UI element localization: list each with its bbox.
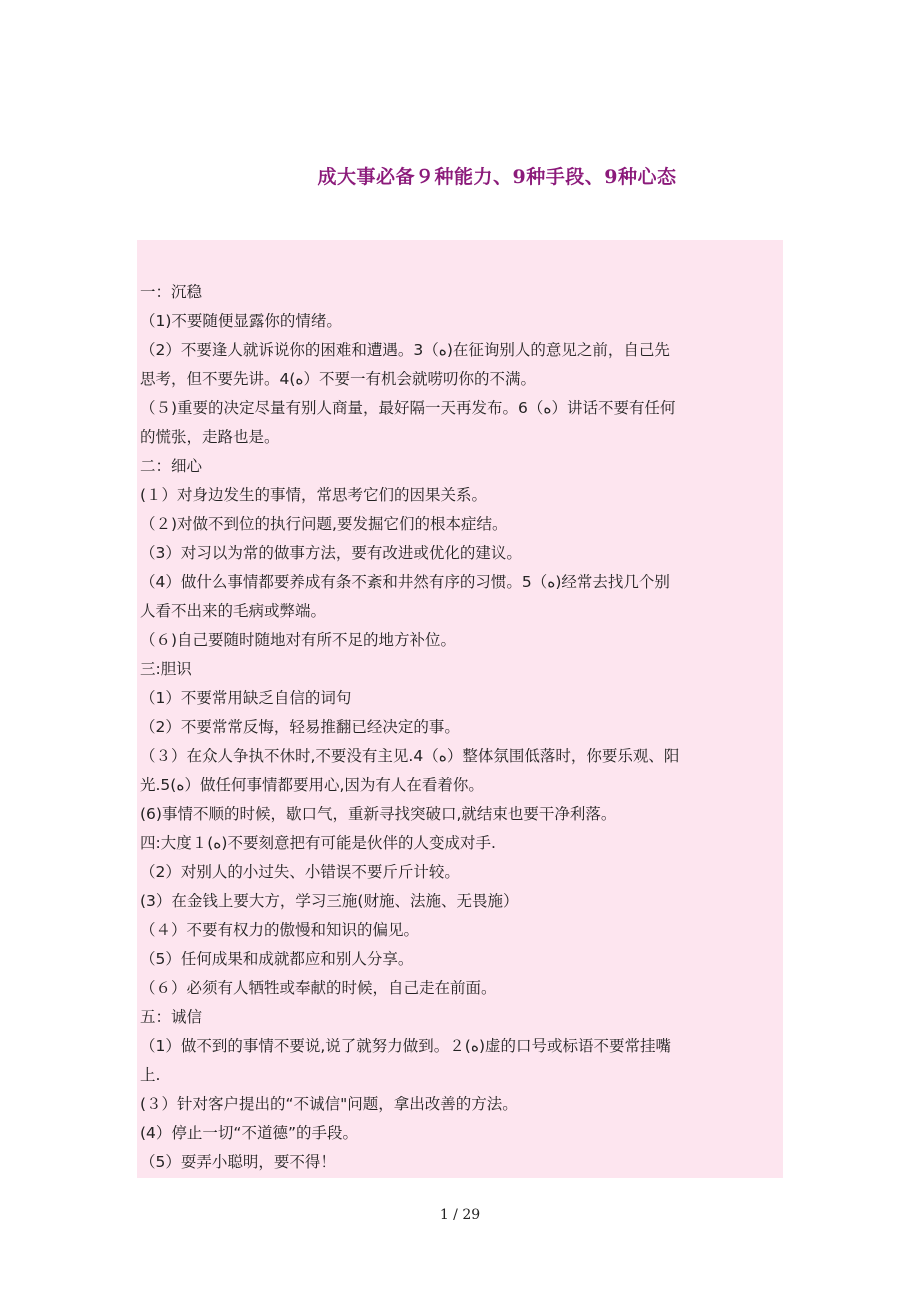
body-line: 五：诚信 — [140, 1008, 203, 1026]
body-line: 三:胆识 — [140, 660, 192, 678]
document-title: 成大事必备９种能力、9种手段、9种心态 — [317, 166, 677, 188]
body-line: 光.5(ﻩ）做任何事情都要用心,因为有人在看着你。 — [140, 776, 484, 794]
body-line: 人看不出来的毛病或弊端。 — [140, 602, 327, 620]
body-line: 上. — [140, 1066, 161, 1084]
body-line: 的慌张，走路也是。 — [140, 428, 280, 446]
body-line: （1)不要随便显露你的情绪。 — [140, 312, 342, 330]
body-line: （2）对别人的小过失、小错误不要斤斤计较。 — [140, 863, 460, 881]
body-line: 四:大度１(ﻩ)不要刻意把有可能是伙伴的人变成对手. — [140, 834, 496, 852]
body-line: （５)重要的决定尽量有别人商量，最好隔一天再发布。6（ﻩ）讲话不要有任何 — [140, 399, 676, 417]
body-line: （3）对习以为常的做事方法，要有改进或优化的建议。 — [140, 544, 522, 562]
body-line: 思考，但不要先讲。4(ﻩ）不要一有机会就唠叨你的不满。 — [140, 370, 537, 388]
body-line: （2）不要常常反悔，轻易推翻已经决定的事。 — [140, 718, 460, 736]
page-number: 1 / 29 — [439, 1207, 481, 1223]
body-line: （4）做什么事情都要养成有条不紊和井然有序的习惯。5（ﻩ)经常去找几个别 — [140, 573, 670, 591]
body-line: (4）停止一切“不道德”的手段。 — [140, 1124, 358, 1142]
body-line: （2）不要逢人就诉说你的困难和遭遇。3（ﻩ)在征询别人的意见之前，自己先 — [140, 341, 670, 359]
body-line: (3）在金钱上要大方，学习三施(财施、法施、无畏施） — [140, 892, 519, 910]
body-line: （３）在众人争执不休时,不要没有主见.4（ﻩ）整体氛围低落时，你要乐观、阳 — [140, 747, 680, 765]
body-line: （２)对做不到位的执行问题,要发掘它们的根本症结。 — [140, 515, 508, 533]
body-line: （６)自己要随时随地对有所不足的地方补位。 — [140, 631, 457, 649]
body-line: （1）不要常用缺乏自信的词句 — [140, 689, 352, 707]
body-line: 一：沉稳 — [140, 283, 203, 301]
body-line: （1）做不到的事情不要说,说了就努力做到。２(ﻩ)虚的口号或标语不要常挂嘴 — [140, 1037, 672, 1055]
body-line: （６）必须有人牺牲或奉献的时候，自己走在前面。 — [140, 979, 497, 997]
body-line: (6)事情不顺的时候，歇口气，重新寻找突破口,就结束也要干净利落。 — [140, 805, 617, 823]
body-line: （４）不要有权力的傲慢和知识的偏见。 — [140, 921, 420, 939]
body-line: （5）耍弄小聪明，要不得！ — [140, 1153, 336, 1171]
document-body — [140, 278, 780, 1177]
body-line: (１）对身边发生的事情，常思考它们的因果关系。 — [140, 486, 488, 504]
body-line: (３）针对客户提出的“不诚信"问题，拿出改善的方法。 — [140, 1095, 518, 1113]
body-line: 二：细心 — [140, 457, 203, 475]
body-line: （5）任何成果和成就都应和别人分享。 — [140, 950, 414, 968]
